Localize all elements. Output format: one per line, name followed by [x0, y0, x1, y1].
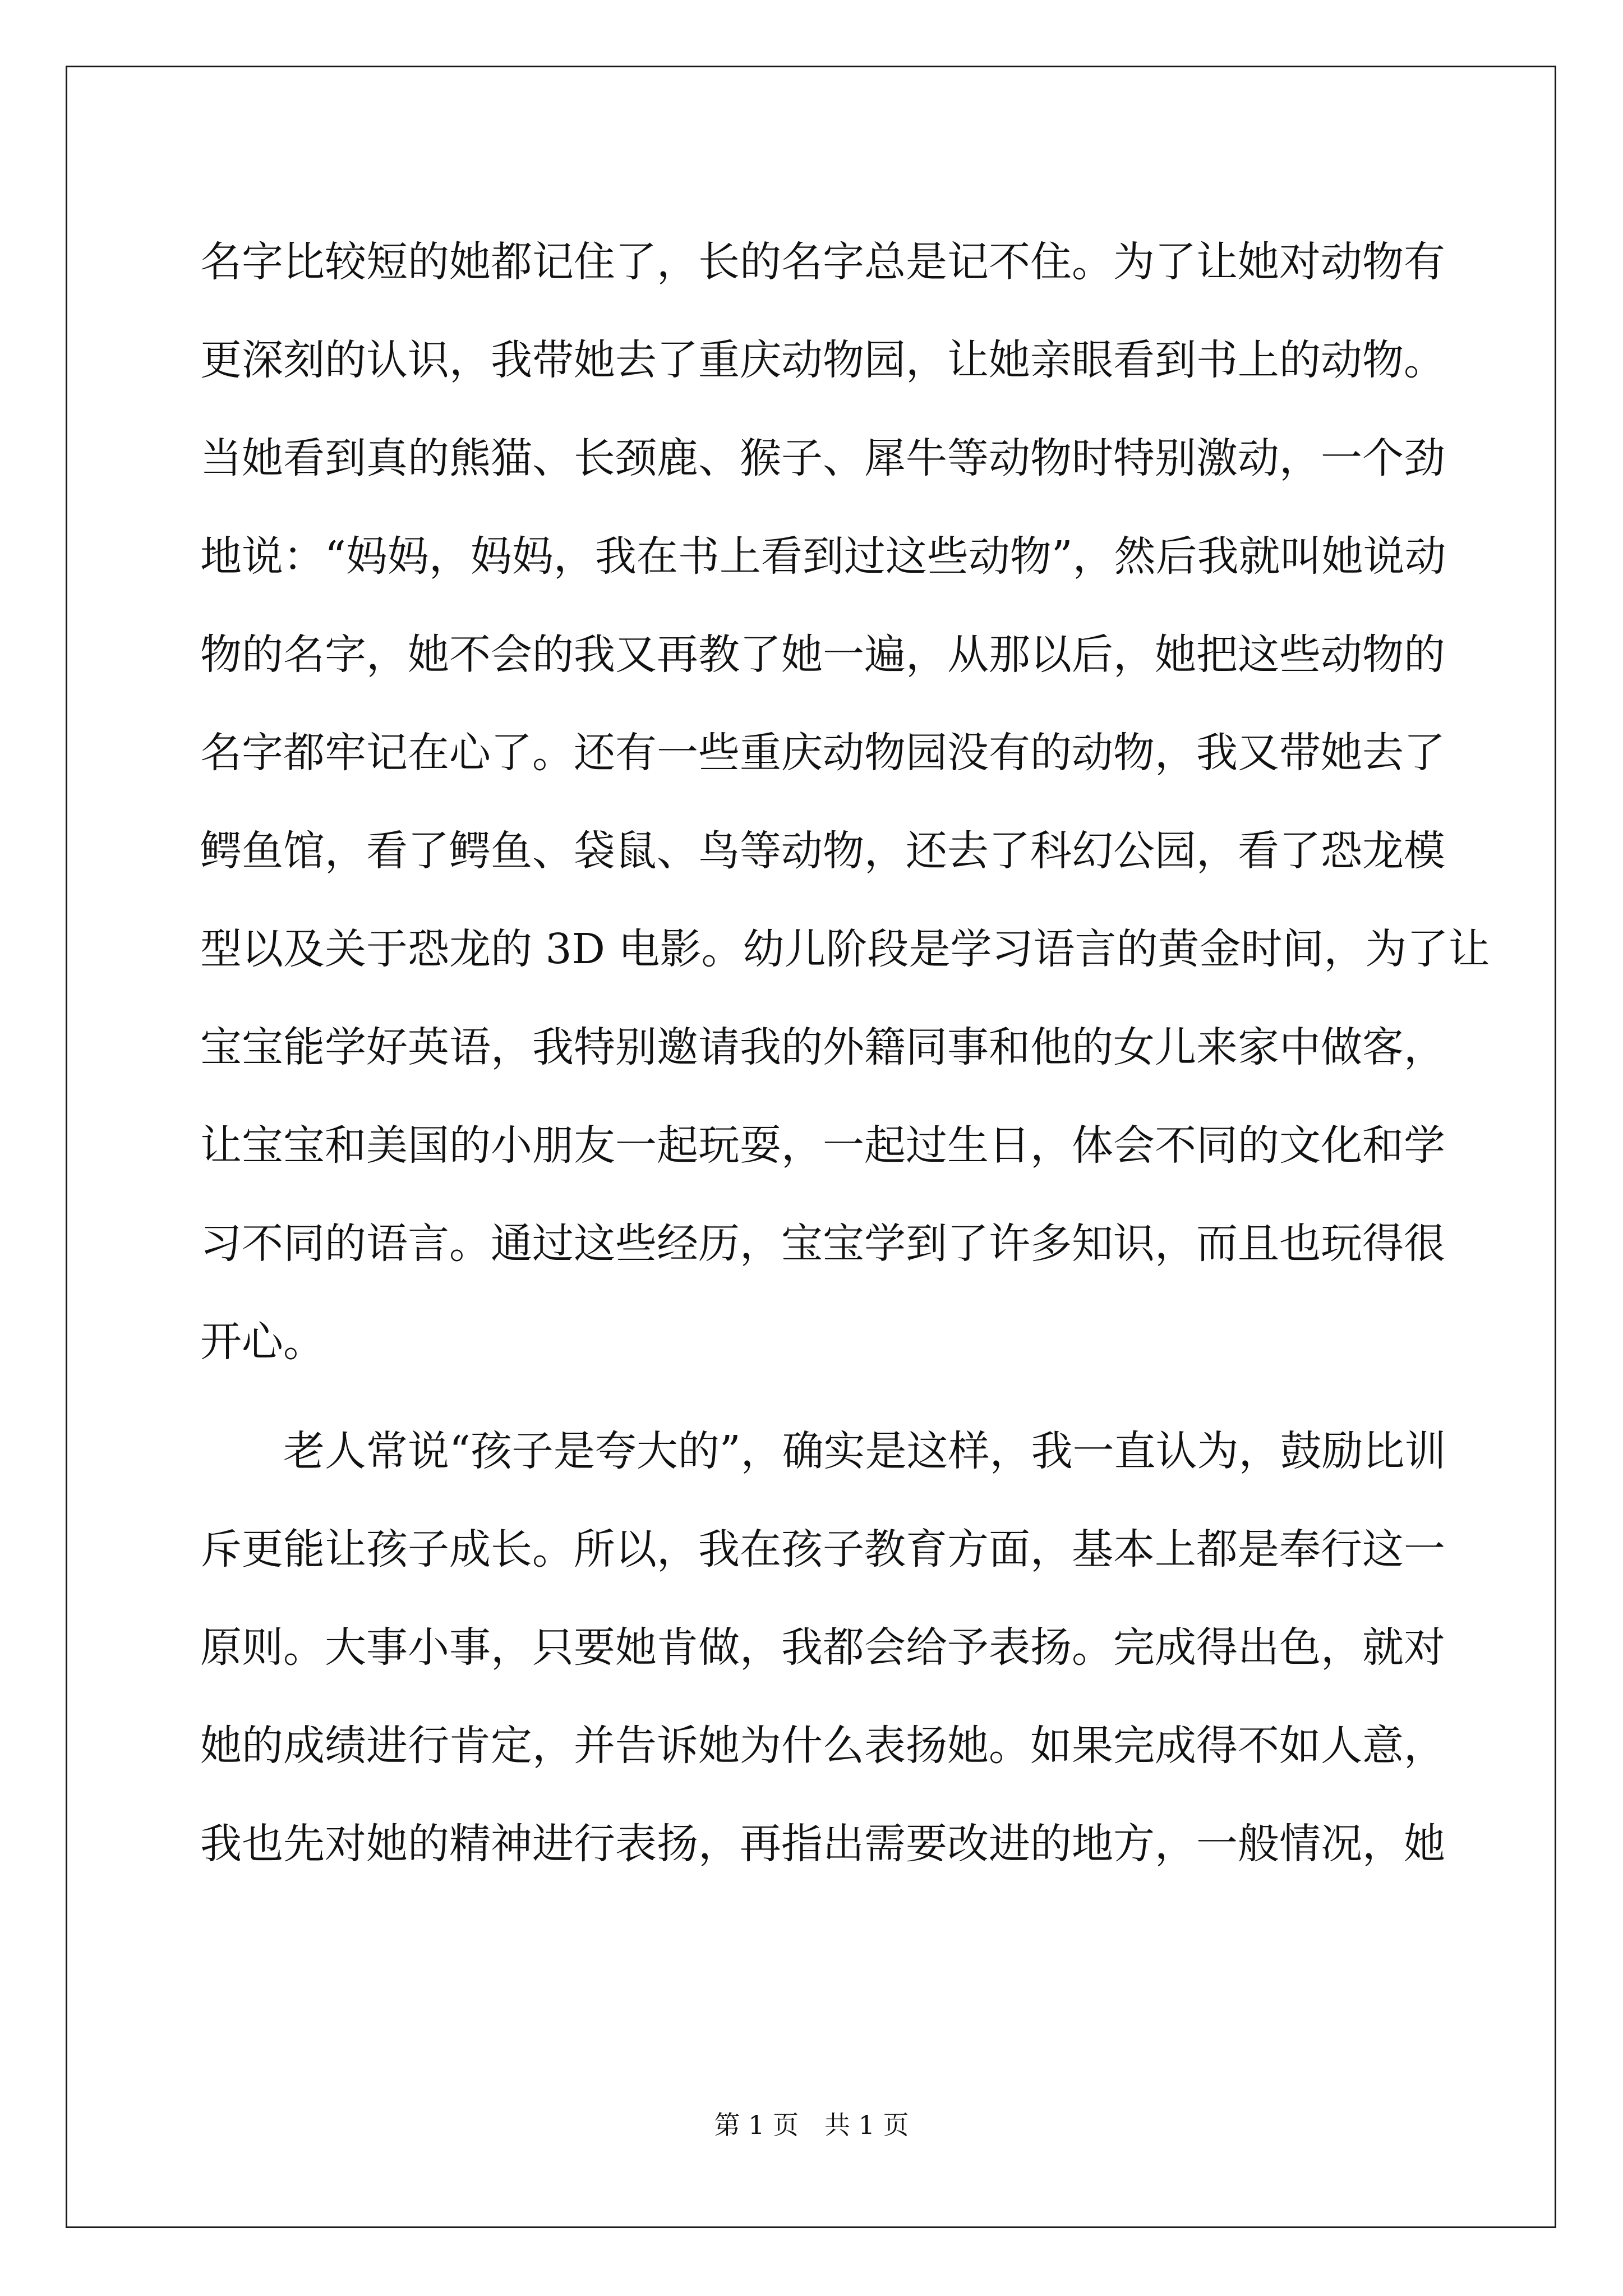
text-line: 习不同的语言。通过这些经历，宝宝学到了许多知识，而且也玩得很 [200, 1220, 1445, 1268]
paragraph-gap [200, 1391, 1434, 1402]
paragraph-1 [200, 213, 1490, 1391]
text-line: 更深刻的认识，我带她去了重庆动物园，让她亲眼看到书上的动物。 [200, 336, 1445, 384]
document-body [200, 213, 1490, 1893]
text-line: 斥更能让孩子成长。所以，我在孩子教育方面，基本上都是奉行这一 [200, 1525, 1445, 1573]
text-line: 名字都牢记在心了。还有一些重庆动物园没有的动物，我又带她去了 [200, 729, 1445, 777]
text-line: 地说：“妈妈，妈妈，我在书上看到过这些动物”，然后我就叫她说动 [200, 532, 1446, 581]
text-line: 当她看到真的熊猫、长颈鹿、猴子、犀牛等动物时特别激动，一个劲 [200, 434, 1445, 482]
page-footer [0, 2105, 1623, 2142]
text-line: 开心。 [200, 1318, 325, 1366]
text-line: 宝宝能学好英语，我特别邀请我的外籍同事和他的女儿来家中做客， [200, 1023, 1445, 1071]
text-line: 型以及关于恐龙的 3D 电影。幼儿阶段是学习语言的黄金时间，为了让 [200, 925, 1490, 973]
text-line: 我也先对她的精神进行表扬，再指出需要改进的地方，一般情况，她 [200, 1820, 1445, 1868]
text-line: 名字比较短的她都记住了，长的名字总是记不住。为了让她对动物有 [200, 238, 1445, 286]
text-line: 让宝宝和美国的小朋友一起玩耍，一起过生日，体会不同的文化和学 [200, 1121, 1445, 1170]
text-line: 鳄鱼馆，看了鳄鱼、袋鼠、鸟等动物，还去了科幻公园，看了恐龙模 [200, 827, 1445, 875]
page-number-label: 第 1 页 共 1 页 [714, 2110, 909, 2140]
paragraph-2 [200, 1402, 1446, 1893]
text-line: 老人常说“孩子是夸大的”，确实是这样，我一直认为，鼓励比训 [283, 1427, 1446, 1475]
text-line: 她的成绩进行肯定，并告诉她为什么表扬她。如果完成得不如人意， [200, 1722, 1445, 1770]
text-line: 物的名字，她不会的我又再教了她一遍，从那以后，她把这些动物的 [200, 631, 1445, 679]
text-line: 原则。大事小事，只要她肯做，我都会给予表扬。完成得出色，就对 [200, 1623, 1445, 1672]
